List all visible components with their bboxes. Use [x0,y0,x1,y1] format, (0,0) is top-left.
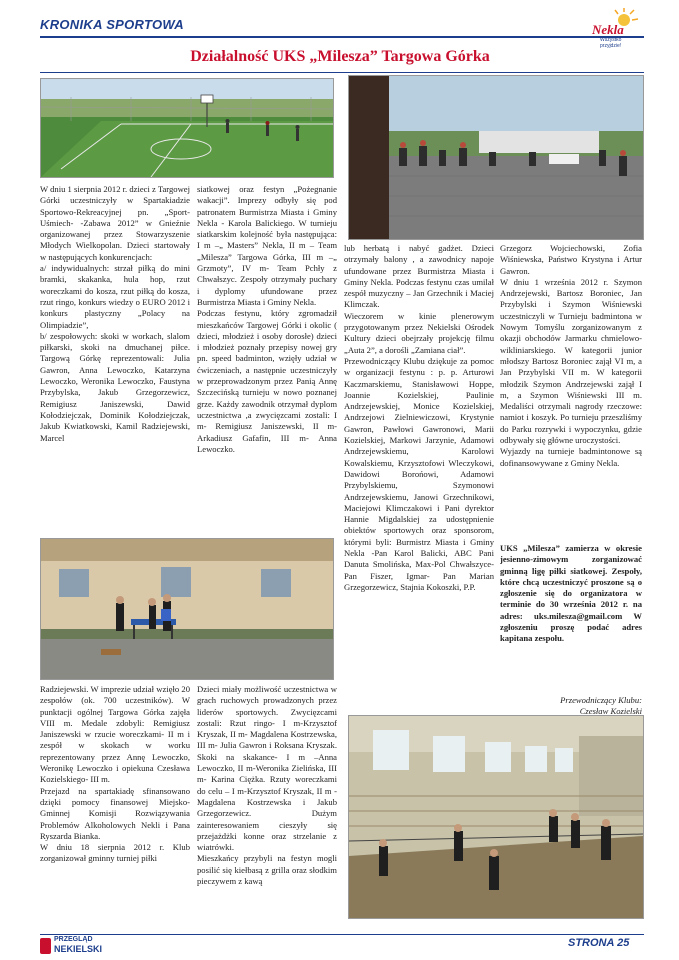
section-header: KRONIKA SPORTOWA [40,17,184,32]
footer-rule [40,934,644,935]
article-column-3: lub herbatą i nabyć gadżet. Dzieci otrzymały balony , a zawodnicy napoje ufundowane przez Burmistrza Miasta i Gminy Nekla. Podczas festynu czas umilał zespół muzyczny – Jan Grzechnik i Maciej Klimczak. Wieczorem w kinie plenerowym przygotowanym przez Nekielski Ośrodek Kultury dzieci obejrzały projekcję filmu „Auta 2”, a dorośli „Zamiana ciał”. Przewodniczący Klubu dziękuje za pomoc w organizacji festynu : p. p. Arturowi Kaczmarskiemu, Stanisławowi Hoppe, Joannie Kozielskiej, Paulinie Andrzejewskiej, Monice Kozielskiej, Andrzejowi Zielniewiczowi, Krystynie Gawron, Pawłowi Gawronowi, Marii Kozielskiej, Markowi Jarzynie, Adamowi Andrzejewskiemu, Karolowi Kowalskiemu, Krzysztofowi Wleczykowi, Dawidowi Borońowi, Adamowi Przybylskiemu, Szymonowi Andrzejewskiemu, Janowi Grzechnikowi, Maciejowi Klimczakowi i Pani dyrektor Hannie Migdalskiej za udostępnienie obiektów sportowych oraz sponsorom, którymi byli: Burmistrz Miasta i Gminy Nekla -Pan Karol Balicki, ABC Pani Danuta Smolińska, Max-Pol Chwałszyce- Pan Fiszer, Igmar- Pan Marian Grzegorzewicz, Stajnia Kokoszki, P.P. [344,243,494,592]
photo-festival-crowd [348,75,644,240]
photo-gym-volleyball [348,715,644,919]
signature-role: Przewodniczący Klubu: [560,695,642,705]
article-column-1-top: W dniu 1 sierpnia 2012 r. dzieci z Targowej Górki uczestniczyły w Spartakiadzie Sportowo-Rekreacyjnej pn. „Sport- Uśmiech- -Zabawa 2012” w Gnieźnie organizowanej przez Stowarzyszenie Młodych Wielkopolan. Dzieci startowały w następujących konkurencjach: a/ indywidualnych: strzał piłką do mini bramki, skakanka, hula hop, rzut woreczkami do kosza, rzut piłką do kosza, rzut ringo, konkurs wiedzy o EURO 2012 i konkurs plastyczny „Polacy na Olimpiadzie”, b/ zespołowych: skoki w workach, slalom piłkarski, skoki na dmuchanej piłce. Targową Górkę reprezentowali: Julia Gawron, Anna Lewoczko, Katarzyna Lewoczko, Weronika Lewoczko, Faustyna Przybylska, Jakub Grzegorzewicz, Remigiusz Janiszewski, Dawid Kołodziejczak, Dominik Kołodziejczak, Jakub Kwiatkowski, Kamil Radziejewski, Marcel [40,184,190,443]
title-rule [40,72,644,73]
photo-outdoor-table [40,538,334,680]
header-rule [40,36,644,38]
photo-football-pitch [40,78,334,178]
publisher-line-2: NEKIELSKI [54,944,103,954]
article-title: Działalność UKS „Milesza” Targowa Górka [190,48,490,65]
article-column-2-top: siatkowej oraz festyn „Pożegnanie wakacji”. Imprezy odbyły się pod patronatem Burmistrza Miasta i Gminy Nekla - Karola Balickiego. W turnieju siatkarskim kolejność była następująca: I m –„ Masters” Nekla, II m – Team „Milesza” Targowa Górka, III m –„ Grzmoty”, IV m- Team Pchły z Chwałszyc. Zespoły otrzymały puchary i dyplomy ufundowane przez Burmistrza Miasta i Gminy Nekla. Podczas festynu, który zgromadził mieszkańców Targowej Górki i okolic ( dzieci, młodzież i osoby dorosłe) dzieci i młodzież poznały przepisy nowej gry pn. speed badminton, wzięły udział w ćwiczeniach, a następnie uczestniczyły w przeprowadzonym przez Panią Annę Szczecińską turnieju w nowo poznanej grze. Każdy zawodnik otrzymał dyplom uczestnictwa ,a zwycięzcami zostali: I m- Remigiusz Janiszewski, II m- Arkadiusz Gafafin, III m- Anna Lewoczko. [197,184,337,454]
nekla-logo [578,8,642,49]
publisher-mark-icon [40,938,51,954]
article-column-4: Grzegorz Wojciechowski, Zofia Wiśniewska, Państwo Krystyna i Artur Gawron. W dniu 1 września 2012 r. Szymon Andrzejewski, Bartosz Boroniec, Jan Przybylski i Szymon Wiśniewski uczestniczyli w Turnieju badmintona w Nowym Tomyślu zorganizowanym z okazji obchodów Jarmarku chmielowo-wikliniarskiego. W kategorii junior młodszy Bartosz Boroniec zajął VI m, a Jan Przybylski VII m. W kategorii młodzik Szymon Andrzejewski zajął I m, a Szymon Wiśniewski III m. Medaliści otrzymali nagrody rzeczowe: namiot i koszyk. Po turnieju przeszliśmy do Parku rozrywki i wypoczynku, gdzie odbywały się główne uroczystości. Wyjazdy na turnieje badmintonowe są dofinansowywane z Gminy Nekla. [500,243,642,468]
page-number: STRONA 25 [568,937,630,949]
article-column-4-announcement: UKS „Milesza” zamierza w okresie jesienno-zimowym zorganizować gminną ligę piłki siatkowej. Zespoły, które chcą uczestniczyć proszone są o zgłoszenie się do organizatora w terminie do 30 września 2012 r. na adres: uks.milesza@gmail.com W zgłoszeniu proszę podać adres kapitana zespołu. [500,543,642,644]
signature-name: Czesław Kozielski [579,706,642,716]
publisher-line-1: PRZEGLĄD [54,936,93,943]
logo-name: Nekla [592,22,624,37]
publisher-logo [40,936,102,958]
logo-tagline: Wszystko przyjdzie! [600,37,622,49]
article-column-2-bottom: Dzieci miały możliwość uczestnictwa w grach ruchowych prowadzonych przez liderów sportowych. Zwycięzcami zostali: Rzut ringo- I m-Krzysztof Kryszak, II m- Magdalena Kostrzewska, III m- Julia Gawron i Roksana Kryszak. Skoki na skakance- I m –Anna Lewoczko, II m-Weronika Zielińska, III m- Karina Ciężka. Rzuty woreczkami do celu – I m-Krzysztof Kryszak, II m -Magdalena Kostrzewska i Jakub Grzegorzewicz. Dużym zainteresowaniem cieszyły się przejażdżki konne oraz strzelanie z wiatrówki. Mieszkańcy przybyli na festyn mogli posilić się kiełbasą z grilla oraz słodkim pieczywem z kawą [197,684,337,887]
article-column-1-bottom: Radziejewski. W imprezie udział wzięło 20 zespołów (ok. 700 uczestników). W punktacji ogólnej Targowa Górka zajęła VIII m. Medale zdobyli: Remigiusz Janiszewski w rzucie woreczkami- II m i zespół w skokach w worku reprezentowany przez Annę Lewoczko, Weronikę Lewoczko i opiekuna Czesława Kozielskiego- III m. Przejazd na spartakiadę sfinansowano dzięki pomocy finansowej Miejsko-Gminnej Komisji Rozwiązywania Problemów Alkoholowych Nekli i Pana Ryszarda Bianka. W dniu 18 sierpnia 2012 r. Klub zorganizował gminny turniej piłki [40,684,190,864]
